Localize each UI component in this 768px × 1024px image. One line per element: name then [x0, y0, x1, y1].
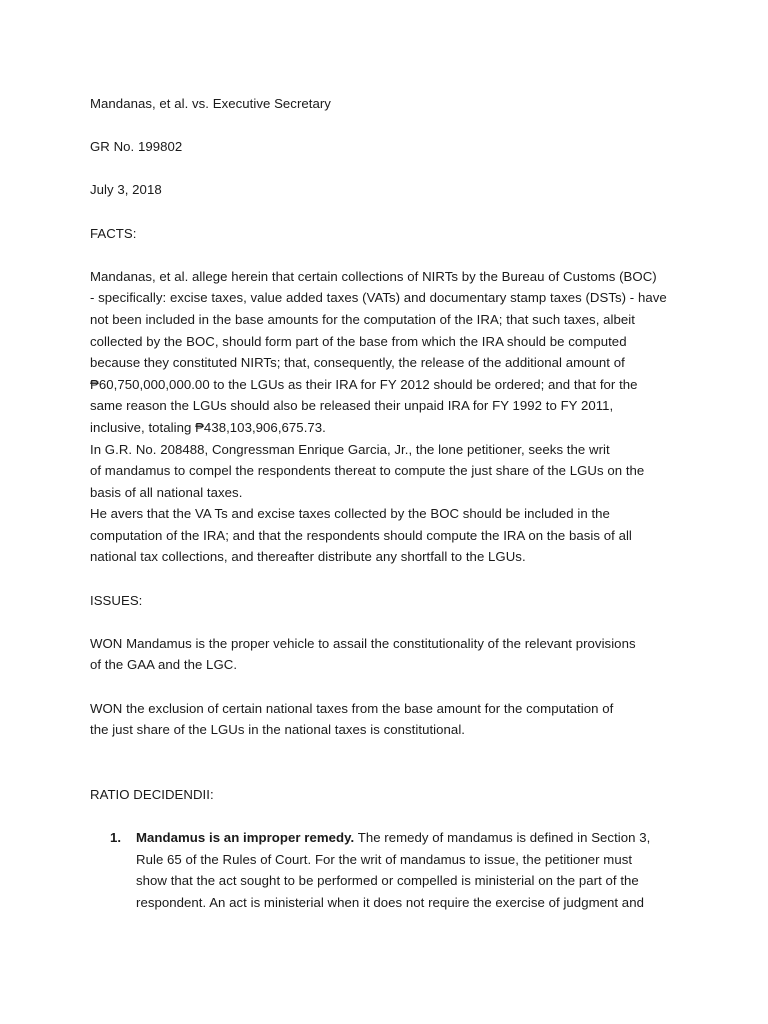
ratio-line: respondent. An act is ministerial when it does not require the exercise of judgment and — [136, 894, 644, 910]
facts-line: computation of the IRA; and that the respondents should compute the IRA on the basis of all — [90, 527, 632, 543]
facts-line: of mandamus to compel the respondents thereat to compute the just share of the LGUs on the — [90, 463, 645, 479]
facts-line: He avers that the VA Ts and excise taxes collected by the BOC should be included in the — [90, 506, 610, 522]
facts-line: basis of all national taxes. — [90, 484, 243, 500]
issue-line: of the GAA and the LGC. — [90, 657, 238, 673]
document-body — [90, 93, 680, 914]
facts-line: inclusive, totaling ₱438,103,906,675.73. — [90, 419, 326, 435]
ratio-line: show that the act sought to be performed or compelled is ministerial on the part of the — [136, 873, 639, 889]
issue-2 — [90, 698, 680, 741]
facts-line: ₱60,750,000,000.00 to the LGUs as their IRA for FY 2012 should be ordered; and that for the — [90, 376, 638, 392]
facts-line: Mandanas, et al. allege herein that certain collections of NIRTs by the Bureau of Customs (BOC) — [90, 268, 657, 284]
list-number: 1. — [110, 830, 122, 846]
facts-line: In G.R. No. 208488, Congressman Enrique Garcia, Jr., the lone petitioner, seeks the writ — [90, 441, 610, 457]
facts-line: not been included in the base amounts for the computation of the IRA; that such taxes, albeit — [90, 311, 635, 327]
facts-line: collected by the BOC, should form part of the base from which the IRA should be computed — [90, 333, 627, 349]
facts-paragraph — [90, 266, 680, 568]
case-title: Mandanas, et al. vs. Executive Secretary — [90, 96, 331, 111]
ratio-bold-lead: Mandamus is an improper remedy. — [136, 830, 355, 846]
issue-line: the just share of the LGUs in the national taxes is constitutional. — [90, 722, 466, 738]
issues-heading: ISSUES: — [90, 592, 143, 608]
gr-number: GR No. 199802 — [90, 139, 183, 155]
ratio-item-1 — [90, 827, 680, 913]
facts-line: because they constituted NIRTs; that, consequently, the release of the additional amount of — [90, 355, 625, 371]
facts-heading: FACTS: — [90, 225, 137, 241]
ratio-line: Rule 65 of the Rules of Court. For the writ of mandamus to issue, the petitioner must — [136, 851, 633, 867]
ratio-first-line — [136, 827, 680, 849]
issue-1 — [90, 633, 680, 676]
ratio-first-line-text: The remedy of mandamus is defined in Section 3, — [354, 830, 651, 846]
decision-date: July 3, 2018 — [90, 182, 162, 198]
issue-line: WON Mandamus is the proper vehicle to assail the constitutionality of the relevant provisions — [90, 635, 636, 651]
facts-line: national tax collections, and thereafter distribute any shortfall to the LGUs. — [90, 549, 526, 565]
facts-line: - specifically: excise taxes, value added taxes (VATs) and documentary stamp taxes (DSTs) - have — [90, 290, 667, 306]
issue-line: WON the exclusion of certain national taxes from the base amount for the computation of — [90, 700, 614, 716]
facts-line: same reason the LGUs should also be released their unpaid IRA for FY 1992 to FY 2011, — [90, 398, 614, 414]
ratio-heading: RATIO DECIDENDII: — [90, 787, 214, 802]
